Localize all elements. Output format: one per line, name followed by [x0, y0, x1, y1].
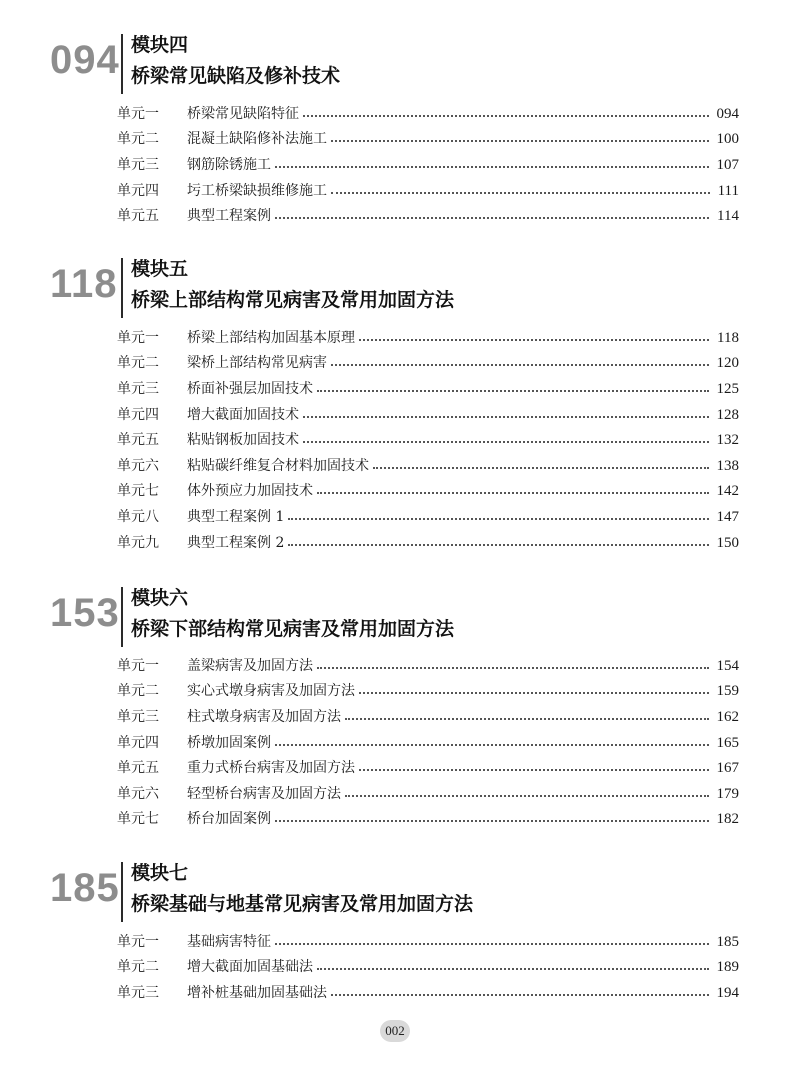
unit-number: 单元九: [117, 534, 159, 551]
unit-number: 单元四: [117, 734, 159, 751]
dot-leader: [359, 339, 709, 341]
unit-title: 实心式墩身病害及加固方法: [187, 683, 355, 700]
dot-leader: [345, 795, 709, 797]
unit-title: 轻型桥台病害及加固方法: [187, 785, 341, 802]
unit-number: 单元七: [117, 483, 159, 500]
unit-page: 120: [716, 355, 739, 372]
module-divider: [121, 258, 123, 318]
unit-title: 基础病害特征: [187, 933, 271, 950]
dot-leader: [373, 467, 709, 469]
toc-entry[interactable]: [117, 325, 739, 351]
unit-title: 桥梁上部结构加固基本原理: [187, 329, 355, 346]
unit-title: 桥墩加固案例: [187, 734, 271, 751]
unit-page: 132: [716, 432, 739, 449]
module-6: [0, 587, 790, 828]
module-label: 模块七: [131, 862, 189, 884]
unit-number: 单元三: [117, 380, 159, 397]
dot-leader: [275, 166, 709, 168]
unit-page: 111: [717, 182, 739, 199]
toc-entry[interactable]: [117, 376, 739, 402]
unit-page: 142: [716, 483, 739, 500]
unit-number: 单元一: [117, 105, 159, 122]
dot-leader: [317, 968, 709, 970]
toc-entry[interactable]: [117, 203, 739, 229]
dot-leader: [317, 667, 709, 669]
unit-number: 单元一: [117, 657, 159, 674]
unit-title: 典型工程案例 1: [187, 508, 285, 525]
unit-title: 桥面补强层加固技术: [187, 380, 313, 397]
unit-page: 194: [716, 984, 739, 1001]
module-label: 模块五: [131, 258, 189, 280]
module-divider: [121, 862, 123, 922]
unit-title: 增大截面加固技术: [187, 406, 299, 423]
toc-entry[interactable]: [117, 807, 739, 833]
unit-title: 增补桩基础加固基础法: [187, 984, 327, 1001]
unit-page: 147: [716, 508, 739, 525]
unit-title: 桥台加固案例: [187, 811, 271, 828]
unit-title: 增大截面加固基础法: [187, 959, 313, 976]
unit-page: 167: [716, 760, 739, 777]
toc-entry[interactable]: [117, 427, 739, 453]
unit-page: 150: [716, 534, 739, 551]
toc-entry[interactable]: [117, 127, 739, 153]
unit-title: 体外预应力加固技术: [187, 483, 313, 500]
unit-page: 162: [716, 708, 739, 725]
unit-title: 圬工桥梁缺损维修施工: [187, 182, 327, 199]
module-divider: [121, 34, 123, 94]
unit-page: 100: [716, 131, 739, 148]
module-5: [0, 258, 790, 551]
unit-number: 单元四: [117, 406, 159, 423]
unit-number: 单元六: [117, 457, 159, 474]
module-number: 118: [50, 262, 118, 306]
module-number: 153: [50, 591, 120, 635]
toc-entry[interactable]: [117, 101, 739, 127]
module-label: 模块四: [131, 34, 189, 56]
unit-title: 重力式桥台病害及加固方法: [187, 760, 355, 777]
module-title: 桥梁常见缺陷及修补技术: [131, 65, 341, 87]
dot-leader: [359, 769, 709, 771]
unit-number: 单元三: [117, 984, 159, 1001]
toc-entry[interactable]: [117, 351, 739, 377]
unit-number: 单元七: [117, 811, 159, 828]
unit-page: 185: [716, 933, 739, 950]
dot-leader: [331, 140, 709, 142]
unit-page: 118: [717, 329, 739, 346]
unit-number: 单元二: [117, 131, 159, 148]
unit-number: 单元三: [117, 708, 159, 725]
toc-entry[interactable]: [117, 653, 739, 679]
dot-leader: [275, 217, 709, 219]
unit-title: 钢筋除锈施工: [187, 156, 271, 173]
unit-title: 典型工程案例: [187, 208, 271, 225]
toc-entry[interactable]: [117, 755, 739, 781]
dot-leader: [331, 994, 709, 996]
unit-page: 107: [716, 156, 739, 173]
unit-list: [117, 325, 739, 555]
module-label: 模块六: [131, 587, 189, 609]
unit-number: 单元二: [117, 959, 159, 976]
dot-leader: [359, 692, 709, 694]
toc-entry[interactable]: [117, 530, 739, 556]
unit-title: 梁桥上部结构常见病害: [187, 355, 327, 372]
toc-entry[interactable]: [117, 730, 739, 756]
toc-entry[interactable]: [117, 479, 739, 505]
unit-page: 189: [716, 959, 739, 976]
dot-leader: [275, 744, 709, 746]
unit-title: 混凝土缺陷修补法施工: [187, 131, 327, 148]
unit-title: 柱式墩身病害及加固方法: [187, 708, 341, 725]
unit-page: 165: [716, 734, 739, 751]
toc-entry[interactable]: [117, 955, 739, 981]
unit-number: 单元四: [117, 182, 159, 199]
unit-title: 典型工程案例 2: [187, 534, 285, 551]
module-title: 桥梁上部结构常见病害及常用加固方法: [131, 289, 455, 311]
unit-number: 单元二: [117, 355, 159, 372]
unit-page: 182: [716, 811, 739, 828]
unit-page: 154: [716, 657, 739, 674]
unit-page: 138: [716, 457, 739, 474]
toc-entry[interactable]: [117, 704, 739, 730]
toc-entry[interactable]: [117, 781, 739, 807]
toc-entry[interactable]: [117, 453, 739, 479]
module-number: 185: [50, 866, 120, 910]
toc-entry[interactable]: [117, 980, 739, 1006]
toc-entry[interactable]: [117, 152, 739, 178]
module-header: [0, 34, 790, 96]
module-divider: [121, 587, 123, 647]
unit-page: 179: [716, 785, 739, 802]
toc-entry[interactable]: [117, 402, 739, 428]
dot-leader: [317, 390, 709, 392]
unit-number: 单元八: [117, 508, 159, 525]
unit-title: 桥梁常见缺陷特征: [187, 105, 299, 122]
module-4: [0, 34, 790, 225]
unit-page: 125: [716, 380, 739, 397]
unit-page: 128: [716, 406, 739, 423]
dot-leader: [303, 115, 709, 117]
dot-leader: [288, 544, 708, 546]
unit-page: 159: [716, 683, 739, 700]
unit-page: 094: [716, 105, 739, 122]
dot-leader: [317, 492, 709, 494]
toc-entry[interactable]: [117, 929, 739, 955]
module-header: [0, 258, 790, 320]
unit-number: 单元五: [117, 760, 159, 777]
dot-leader: [303, 441, 709, 443]
module-title: 桥梁下部结构常见病害及常用加固方法: [131, 618, 455, 640]
unit-number: 单元五: [117, 208, 159, 225]
unit-title: 粘贴碳纤维复合材料加固技术: [187, 457, 369, 474]
toc-entry[interactable]: [117, 679, 739, 705]
dot-leader: [288, 518, 708, 520]
page-number: 002: [380, 1020, 410, 1042]
dot-leader: [275, 820, 709, 822]
unit-list: [117, 929, 739, 1006]
dot-leader: [303, 416, 709, 418]
unit-page: 114: [717, 208, 739, 225]
unit-list: [117, 101, 739, 229]
unit-number: 单元五: [117, 432, 159, 449]
module-header: [0, 587, 790, 649]
unit-number: 单元三: [117, 156, 159, 173]
unit-number: 单元一: [117, 329, 159, 346]
toc-entry[interactable]: [117, 504, 739, 530]
unit-number: 单元二: [117, 683, 159, 700]
module-title: 桥梁基础与地基常见病害及常用加固方法: [131, 893, 474, 915]
dot-leader: [331, 364, 709, 366]
unit-title: 粘贴钢板加固技术: [187, 432, 299, 449]
module-header: [0, 862, 790, 924]
dot-leader: [345, 718, 709, 720]
module-number: 094: [50, 38, 120, 82]
unit-list: [117, 653, 739, 832]
unit-number: 单元六: [117, 785, 159, 802]
unit-number: 单元一: [117, 933, 159, 950]
dot-leader: [275, 943, 709, 945]
toc-entry[interactable]: [117, 178, 739, 204]
module-7: [0, 862, 790, 1001]
dot-leader: [331, 192, 710, 194]
unit-title: 盖梁病害及加固方法: [187, 657, 313, 674]
